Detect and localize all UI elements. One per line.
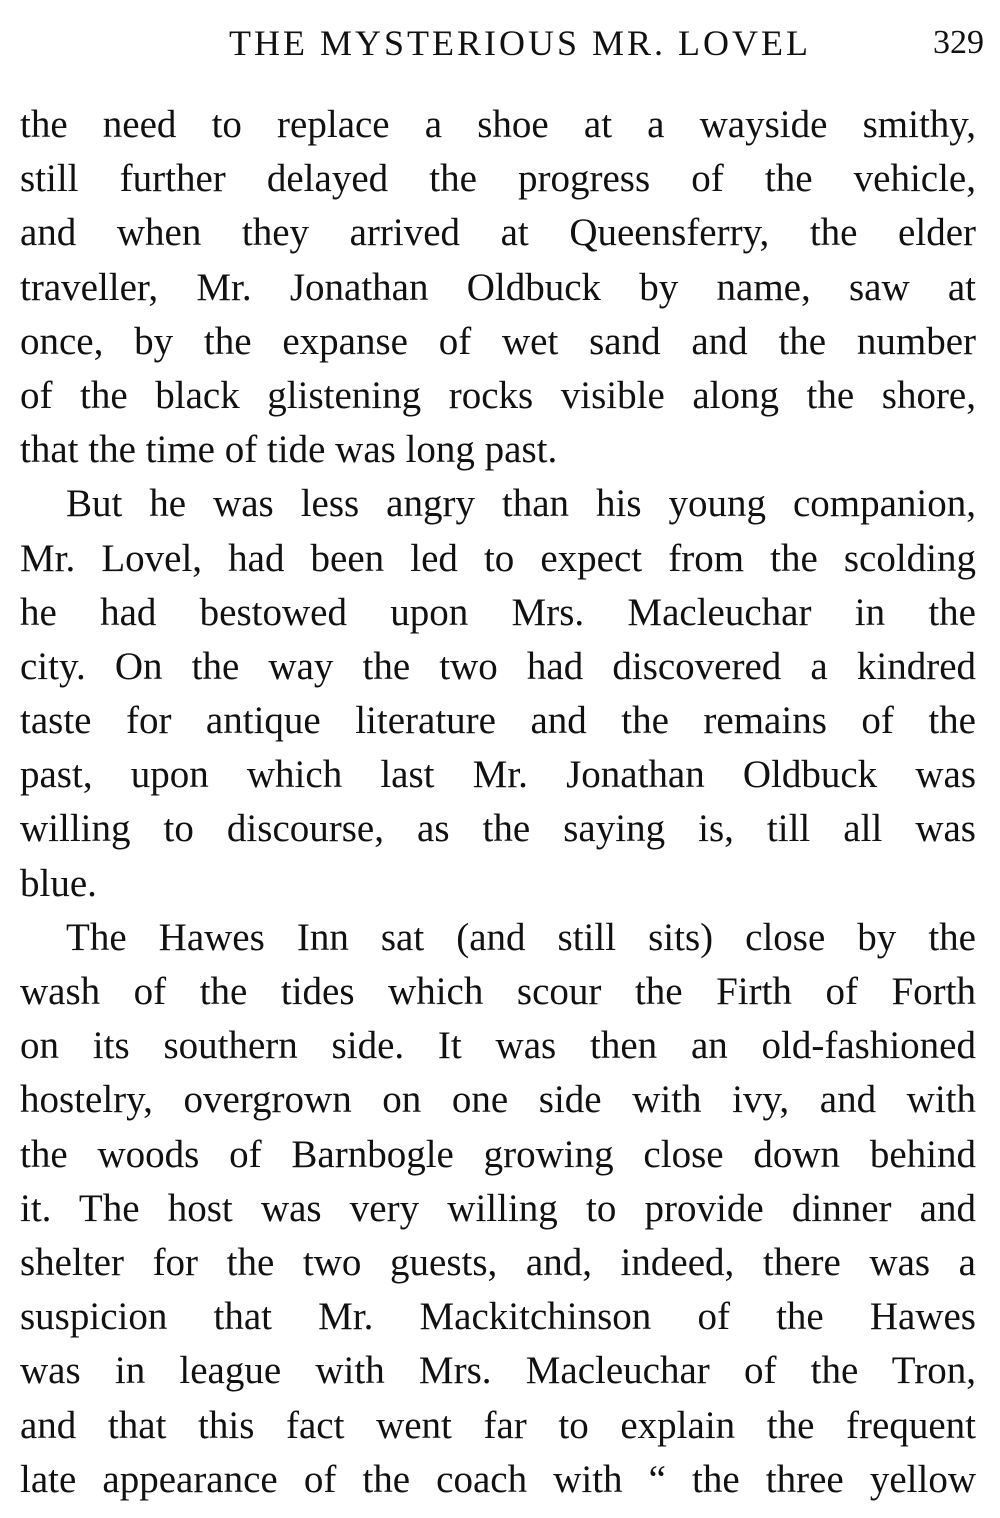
text-line: the woods of Barnbogle growing close down behind: [20, 1132, 976, 1176]
text-line: shelter for the two guests, and, indeed, there was a: [20, 1240, 976, 1284]
page-number: 329: [933, 24, 984, 61]
text-line: was in league with Mrs. Macleuchar of the Tron,: [20, 1349, 976, 1393]
text-line: still further delayed the progress of the vehicle,: [20, 157, 976, 201]
text-line: past, upon which last Mr. Jonathan Oldbuck was: [20, 753, 976, 797]
running-head: [20, 18, 992, 68]
text-line: hostelry, overgrown on one side with ivy, and with: [20, 1078, 976, 1122]
text-line: and when they arrived at Queensferry, the elder: [20, 211, 976, 255]
text-line: suspicion that Mr. Mackitchinson of the Hawes: [20, 1295, 976, 1339]
text-line: Mr. Lovel, had been led to expect from the scolding: [20, 536, 976, 580]
body-text: [20, 98, 976, 1507]
text-line: once, by the expanse of wet sand and the number: [20, 319, 976, 363]
text-line: late appearance of the coach with “ the three yellow: [20, 1457, 976, 1501]
text-line: of the black glistening rocks visible along the shore,: [20, 373, 976, 417]
text-line: The Hawes Inn sat (and still sits) close by the: [66, 915, 976, 959]
text-line: city. On the way the two had discovered a kindred: [20, 644, 976, 688]
text-line: he had bestowed upon Mrs. Macleuchar in the: [20, 590, 976, 634]
text-line: willing to discourse, as the saying is, till all was: [20, 807, 976, 851]
text-line: that the time of tide was long past.: [20, 428, 558, 472]
running-title: THE MYSTERIOUS MR. LOVEL: [229, 23, 811, 63]
text-line: taste for antique literature and the remains of the: [20, 699, 976, 743]
text-line: blue.: [20, 861, 97, 905]
text-line: it. The host was very willing to provide dinner and: [20, 1186, 976, 1230]
text-line: traveller, Mr. Jonathan Oldbuck by name, saw at: [20, 265, 976, 309]
text-line: But he was less angry than his young companion,: [66, 482, 976, 526]
text-line: and that this fact went far to explain the frequent: [20, 1403, 976, 1447]
text-line: on its southern side. It was then an old-fashioned: [20, 1024, 976, 1068]
text-line: wash of the tides which scour the Firth of Forth: [20, 970, 976, 1013]
text-line: the need to replace a shoe at a wayside smithy,: [20, 103, 976, 146]
